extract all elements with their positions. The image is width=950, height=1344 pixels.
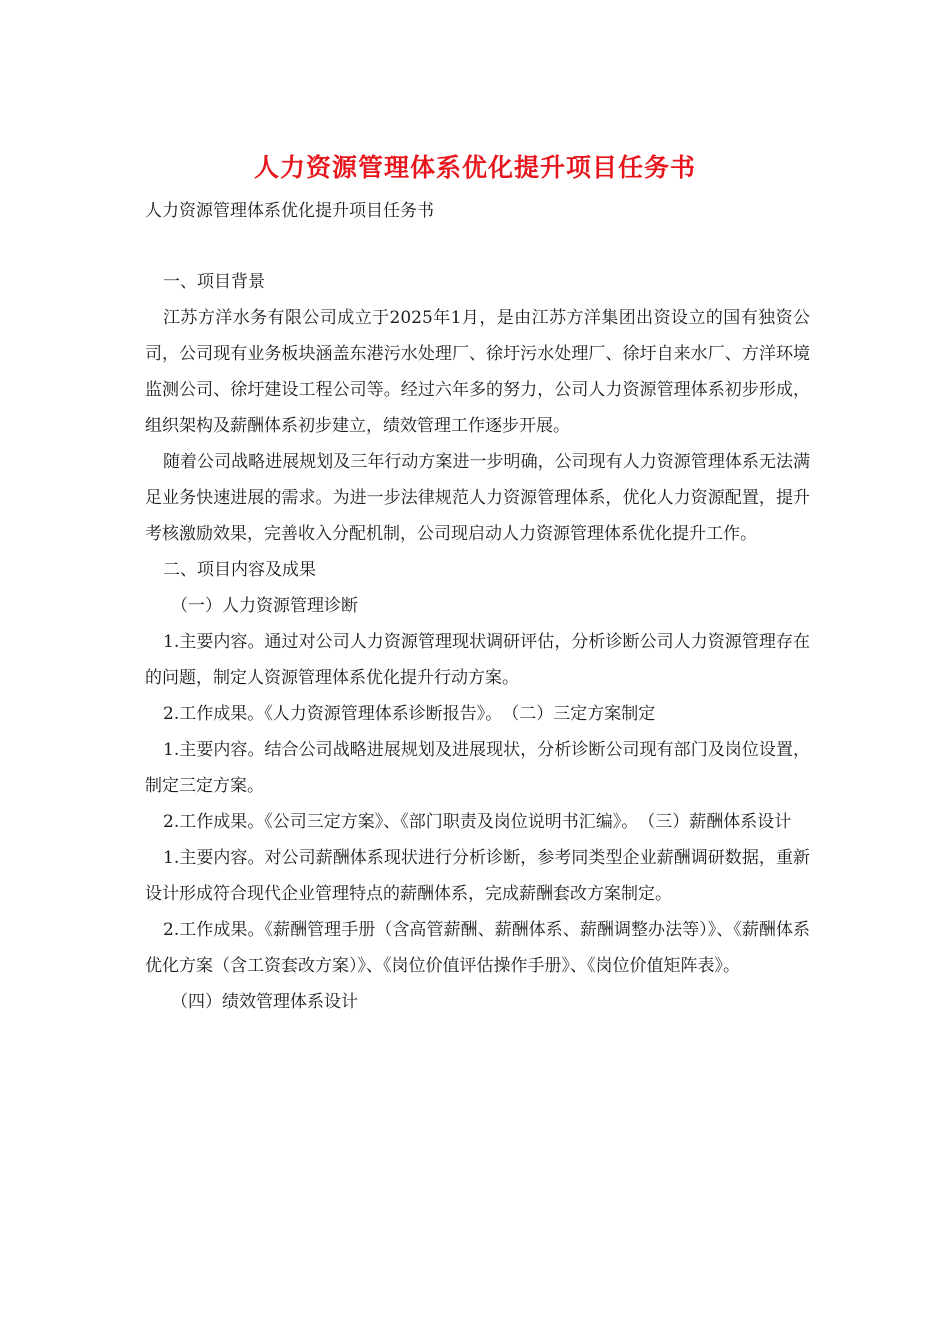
paragraph: 1.主要内容。结合公司战略进展规划及进展现状，分析诊断公司现有部门及岗位设置，制定三定方案。 (145, 740, 810, 796)
subsection-heading: （一）人力资源管理诊断 (171, 596, 358, 616)
paragraph: 1.主要内容。通过对公司人力资源管理现状调研评估，分析诊断公司人力资源管理存在的问题，制定人资源管理体系优化提升行动方案。 (145, 632, 810, 688)
paragraph: 江苏方洋水务有限公司成立于2025年1月，是由江苏方洋集团出资设立的国有独资公司，公司现有业务板块涵盖东港污水处理厂、徐圩污水处理厂、徐圩自来水厂、方洋环境监测公司、徐圩建设工程公司等。经过六年多的努力，公司人力资源管理体系初步形成，组织架构及薪酬体系初步建立，绩效管理工作逐步开展。 (145, 308, 810, 436)
paragraph: 随着公司战略进展规划及三年行动方案进一步明确，公司现有人力资源管理体系无法满足业务快速进展的需求。为进一步法律规范人力资源管理体系，优化人力资源配置，提升考核激励效果，完善收入分配机制，公司现启动人力资源管理体系优化提升工作。 (145, 452, 810, 544)
section-heading: 二、项目内容及成果 (163, 560, 316, 580)
document-subtitle: 人力资源管理体系优化提升项目任务书 (145, 201, 434, 221)
document-body (145, 264, 810, 1020)
paragraph: 2.工作成果。《人力资源管理体系诊断报告》。 （二）三定方案制定 (163, 704, 656, 724)
subsection-heading: （四）绩效管理体系设计 (171, 992, 358, 1012)
section-heading: 一、项目背景 (163, 272, 265, 292)
paragraph: 1.主要内容。对公司薪酬体系现状进行分析诊断，参考同类型企业薪酬调研数据，重新设计形成符合现代企业管理特点的薪酬体系，完成薪酬套改方案制定。 (145, 848, 810, 904)
paragraph: 2.工作成果。《薪酬管理手册（含高管薪酬、薪酬体系、薪酬调整办法等）》、《薪酬体系优化方案（含工资套改方案）》、《岗位价值评估操作手册》、《岗位价值矩阵表》。 (145, 920, 810, 976)
paragraph: 2.工作成果。《公司三定方案》、《部门职责及岗位说明书汇编》。 （三）薪酬体系设计 (163, 812, 792, 832)
document-title: 人力资源管理体系优化提升项目任务书 (253, 153, 696, 182)
